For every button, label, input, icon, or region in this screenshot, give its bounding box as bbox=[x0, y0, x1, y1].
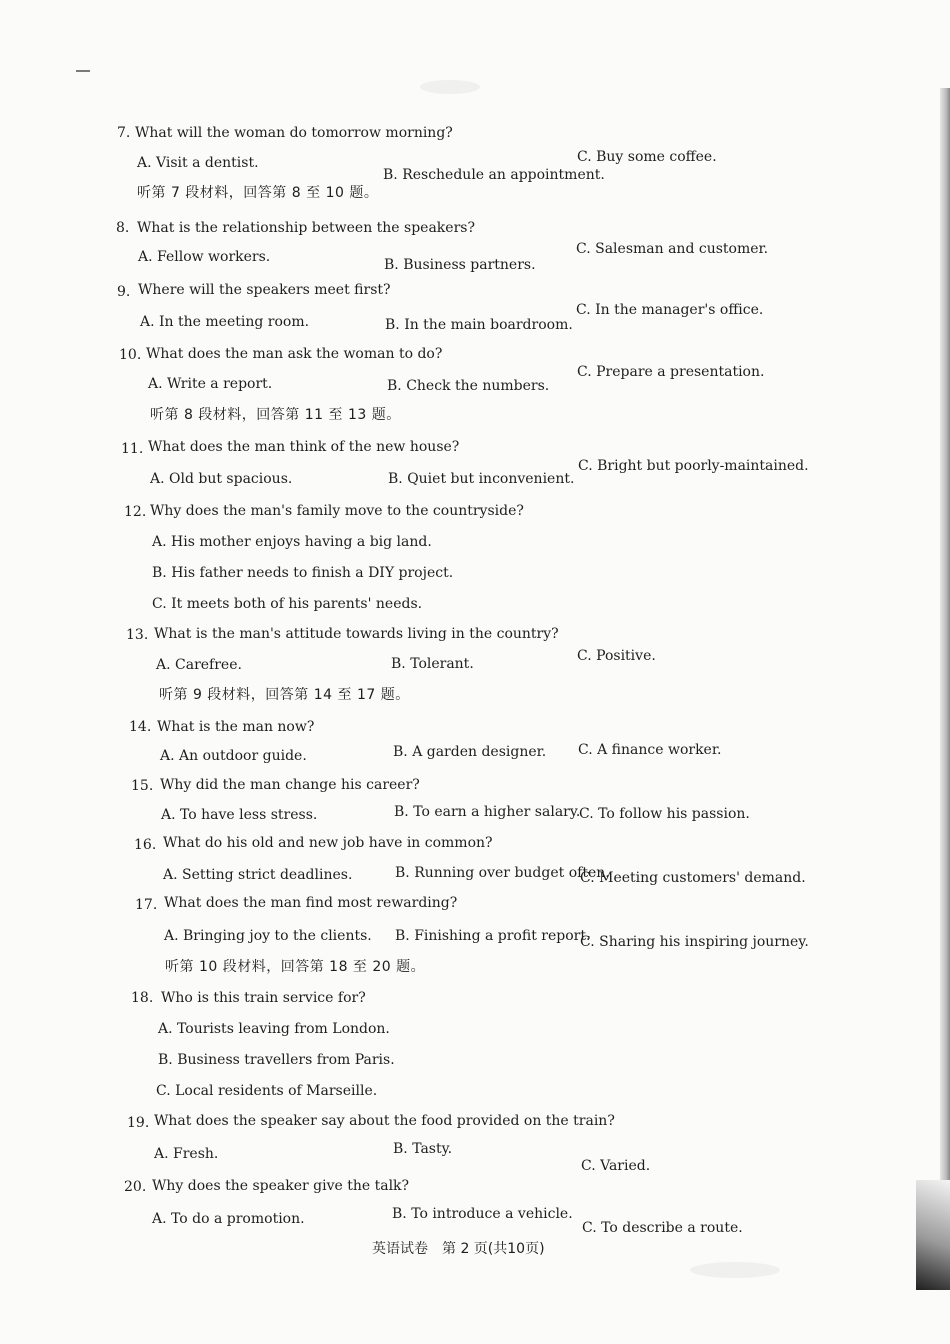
option-c: C. Meeting customers' demand. bbox=[580, 870, 806, 886]
question-stem: Who is this train service for? bbox=[161, 990, 366, 1006]
option-a: A. In the meeting room. bbox=[140, 314, 310, 330]
option-c: C. Bright but poorly-maintained. bbox=[578, 458, 809, 474]
question-number: 9. bbox=[117, 284, 131, 300]
section-instruction: 听第 8 段材料，回答第 11 至 13 题。 bbox=[150, 407, 401, 423]
option-b: B. Tasty. bbox=[393, 1141, 453, 1157]
option-c: C. Salesman and customer. bbox=[576, 241, 769, 257]
option-a: A. An outdoor guide. bbox=[160, 748, 307, 764]
option-a: A. Old but spacious. bbox=[150, 471, 293, 487]
option-c: C. A finance worker. bbox=[578, 742, 722, 758]
option-a: A. Carefree. bbox=[156, 657, 242, 673]
option-b: B. Running over budget often. bbox=[395, 865, 610, 881]
option-b: B. His father needs to finish a DIY project. bbox=[152, 565, 454, 581]
question-stem: Why does the speaker give the talk? bbox=[152, 1178, 410, 1194]
question-number: 7. bbox=[117, 125, 131, 141]
option-b: B. Check the numbers. bbox=[387, 378, 550, 394]
option-c: C. To describe a route. bbox=[582, 1220, 743, 1236]
corner-mark bbox=[76, 70, 90, 72]
option-b: B. Tolerant. bbox=[391, 656, 474, 672]
option-a: A. Fellow workers. bbox=[138, 249, 271, 265]
option-c: C. Buy some coffee. bbox=[577, 149, 717, 165]
option-b: B. Finishing a profit report. bbox=[395, 928, 591, 944]
question-stem: What is the man now? bbox=[157, 719, 315, 735]
option-b: B. In the main boardroom. bbox=[385, 317, 573, 333]
option-a: A. His mother enjoys having a big land. bbox=[152, 534, 432, 550]
option-a: A. Fresh. bbox=[154, 1146, 219, 1162]
scan-smudge bbox=[690, 1262, 780, 1278]
question-number: 14. bbox=[129, 719, 152, 735]
question-number: 19. bbox=[127, 1115, 150, 1131]
page-edge-shadow bbox=[940, 88, 950, 1288]
page-corner-shadow bbox=[916, 1180, 950, 1290]
question-stem: What will the woman do tomorrow morning? bbox=[135, 125, 453, 141]
question-stem: Where will the speakers meet first? bbox=[138, 282, 391, 298]
option-c: C. In the manager's office. bbox=[576, 302, 764, 318]
question-number: 16. bbox=[134, 837, 157, 853]
option-a: A. Write a report. bbox=[148, 376, 273, 392]
option-a: A. Bringing joy to the clients. bbox=[164, 928, 372, 944]
option-c: C. Prepare a presentation. bbox=[577, 364, 765, 380]
option-a: A. Setting strict deadlines. bbox=[163, 867, 353, 883]
section-instruction: 听第 10 段材料，回答第 18 至 20 题。 bbox=[165, 959, 426, 975]
question-stem: What is the man's attitude towards living in the country? bbox=[154, 626, 559, 642]
question-number: 18. bbox=[131, 990, 154, 1006]
option-c: C. Local residents of Marseille. bbox=[156, 1083, 378, 1099]
option-b: B. To earn a higher salary. bbox=[394, 804, 581, 820]
option-a: A. To do a promotion. bbox=[152, 1211, 305, 1227]
question-number: 20. bbox=[124, 1179, 147, 1195]
page-footer: 英语试卷 第 2 页(共10页) bbox=[372, 1241, 545, 1257]
question-number: 17. bbox=[135, 897, 158, 913]
option-c: C. Varied. bbox=[581, 1158, 651, 1174]
option-a: A. Tourists leaving from London. bbox=[158, 1021, 390, 1037]
question-number: 13. bbox=[126, 627, 149, 643]
option-b: B. To introduce a vehicle. bbox=[392, 1206, 573, 1222]
option-b: B. Business travellers from Paris. bbox=[158, 1052, 395, 1068]
question-stem: What does the man ask the woman to do? bbox=[146, 346, 443, 362]
question-number: 12. bbox=[124, 504, 147, 520]
option-b: B. A garden designer. bbox=[393, 744, 547, 760]
question-number: 15. bbox=[131, 778, 154, 794]
option-c: C. Sharing his inspiring journey. bbox=[580, 934, 809, 950]
option-c: C. It meets both of his parents' needs. bbox=[152, 596, 423, 612]
option-c: C. To follow his passion. bbox=[579, 806, 750, 822]
question-stem: What does the speaker say about the food provided on the train? bbox=[154, 1113, 615, 1129]
question-number: 11. bbox=[121, 441, 144, 457]
section-instruction: 听第 9 段材料，回答第 14 至 17 题。 bbox=[159, 687, 410, 703]
option-b: B. Reschedule an appointment. bbox=[383, 167, 605, 183]
question-stem: Why did the man change his career? bbox=[160, 777, 420, 793]
question-number: 10. bbox=[119, 347, 142, 363]
question-stem: Why does the man's family move to the countryside? bbox=[150, 503, 524, 519]
option-a: A. Visit a dentist. bbox=[137, 155, 259, 171]
question-number: 8. bbox=[116, 220, 130, 236]
option-c: C. Positive. bbox=[577, 648, 656, 664]
question-stem: What do his old and new job have in common? bbox=[163, 835, 493, 851]
question-stem: What does the man find most rewarding? bbox=[164, 895, 458, 911]
question-stem: What does the man think of the new house? bbox=[148, 439, 460, 455]
section-instruction: 听第 7 段材料，回答第 8 至 10 题。 bbox=[137, 185, 379, 201]
scan-smudge bbox=[420, 80, 480, 94]
option-a: A. To have less stress. bbox=[161, 807, 318, 823]
option-b: B. Quiet but inconvenient. bbox=[388, 471, 575, 487]
question-stem: What is the relationship between the speakers? bbox=[137, 220, 475, 236]
option-b: B. Business partners. bbox=[384, 257, 536, 273]
